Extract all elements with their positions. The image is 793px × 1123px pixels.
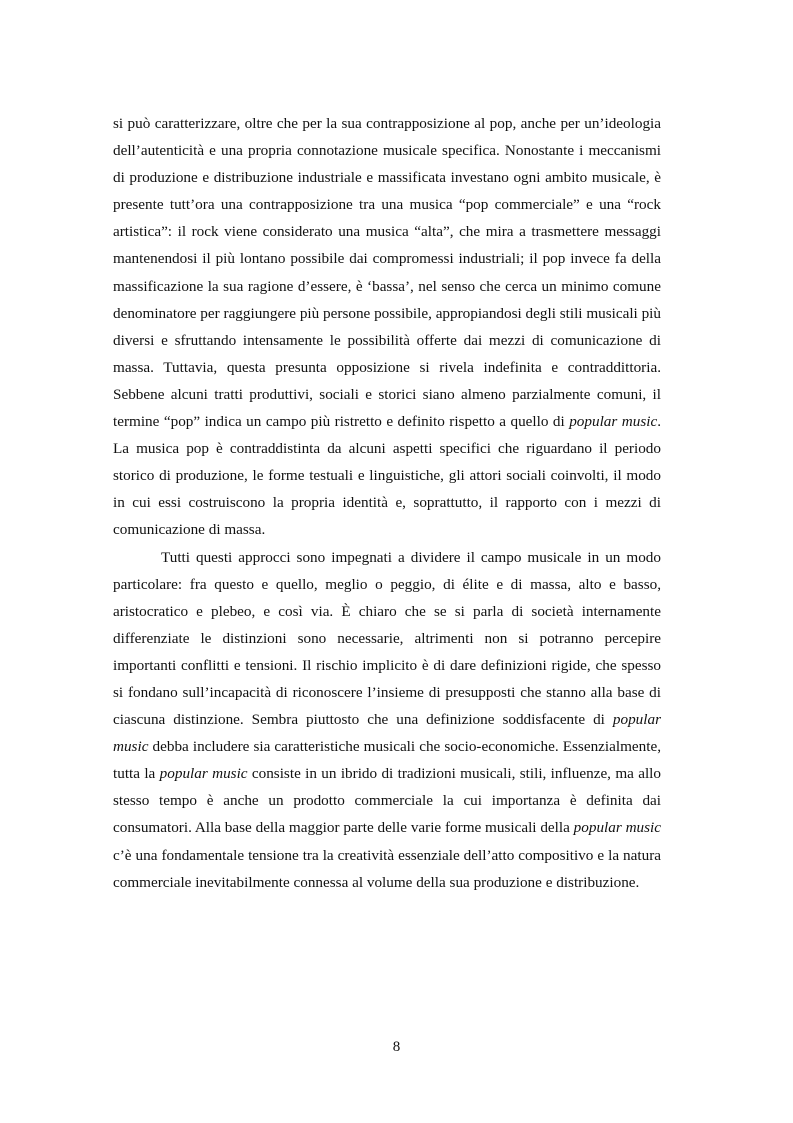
italic-term: popular music — [573, 819, 661, 837]
paragraph-1 — [113, 110, 661, 544]
text-segment: consiste in un ibrido di tradizioni musicali, stili, influenze, ma allo stesso tempo è anche un prodotto commerciale la cui importanza è definita dai consumatori. Alla base della maggior parte delle varie forme musicali della — [113, 765, 661, 837]
paragraph-2 — [113, 544, 661, 896]
italic-term: popular music — [159, 765, 248, 783]
body-text — [113, 110, 661, 896]
text-segment: . La musica pop è contraddistinta da alcuni aspetti specifici che riguardano il periodo storico di produzione, le forme testuali e linguistiche, gli attori sociali coinvolti, il modo in cui essi costruiscono la propria identità e, soprattutto, il rapporto con i mezzi di comunicazione di massa. — [113, 413, 661, 539]
text-segment: debba includere sia caratteristiche musicali che socio-economiche. Essenzialmente, tutta la — [113, 738, 661, 783]
italic-term: popular music — [113, 711, 661, 756]
text-segment: c’è una fondamentale tensione tra la creatività essenziale dell’atto compositivo e la natura commerciale inevitabilmente connessa al volume della sua produzione e distribuzione. — [113, 846, 661, 891]
text-segment: si può caratterizzare, oltre che per la sua contrapposizione al pop, anche per un’ideologia dell’autenticità e una propria connotazione musicale specifica. Nonostante i meccanismi di produzione e distribuzione industriale e massificata investano ogni ambito musicale, è presente tutt’ora una contrapposizione tra una musica “pop commerciale” e una “rock artistica”: il rock viene considerato una musica “alta”, che mira a trasmettere messaggi mantenendosi il più lontano possibile dai compromessi industriali; il pop invece fa della massificazione la sua ragione d’essere, è ‘bassa’, nel senso che cerca un minimo comune denominatore per raggiungere più persone possibile, appropiandosi degli stili musicali più diversi e sfruttando intensamente le possibilità offerte dai mezzi di comunicazione di massa. Tuttavia, questa presunta opposizione si rivela indefinita e contraddittoria. Sebbene alcuni tratti produttivi, sociali e storici siano almeno parzialmente comuni, il termine “pop” indica un campo più ristretto e definito rispetto a quello di — [113, 115, 661, 431]
italic-term: popular music — [569, 413, 658, 431]
text-segment: Tutti questi approcci sono impegnati a dividere il campo musicale in un modo particolare: fra questo e quello, meglio o peggio, di élite e di massa, alto e basso, aristocratico e plebeo, e così via. È chiaro che se si parla di società internamente differenziate le distinzioni sono necessarie, altrimenti non si potranno percepire importanti conflitti e tensioni. Il rischio implicito è di dare definizioni rigide, che spesso si fondano sull’incapacità di riconoscere l’insieme di presupposti che stanno alla base di ciascuna distinzione. Sembra piuttosto che una definizione soddisfacente di — [113, 548, 661, 729]
page-number: 8 — [392, 1039, 401, 1055]
